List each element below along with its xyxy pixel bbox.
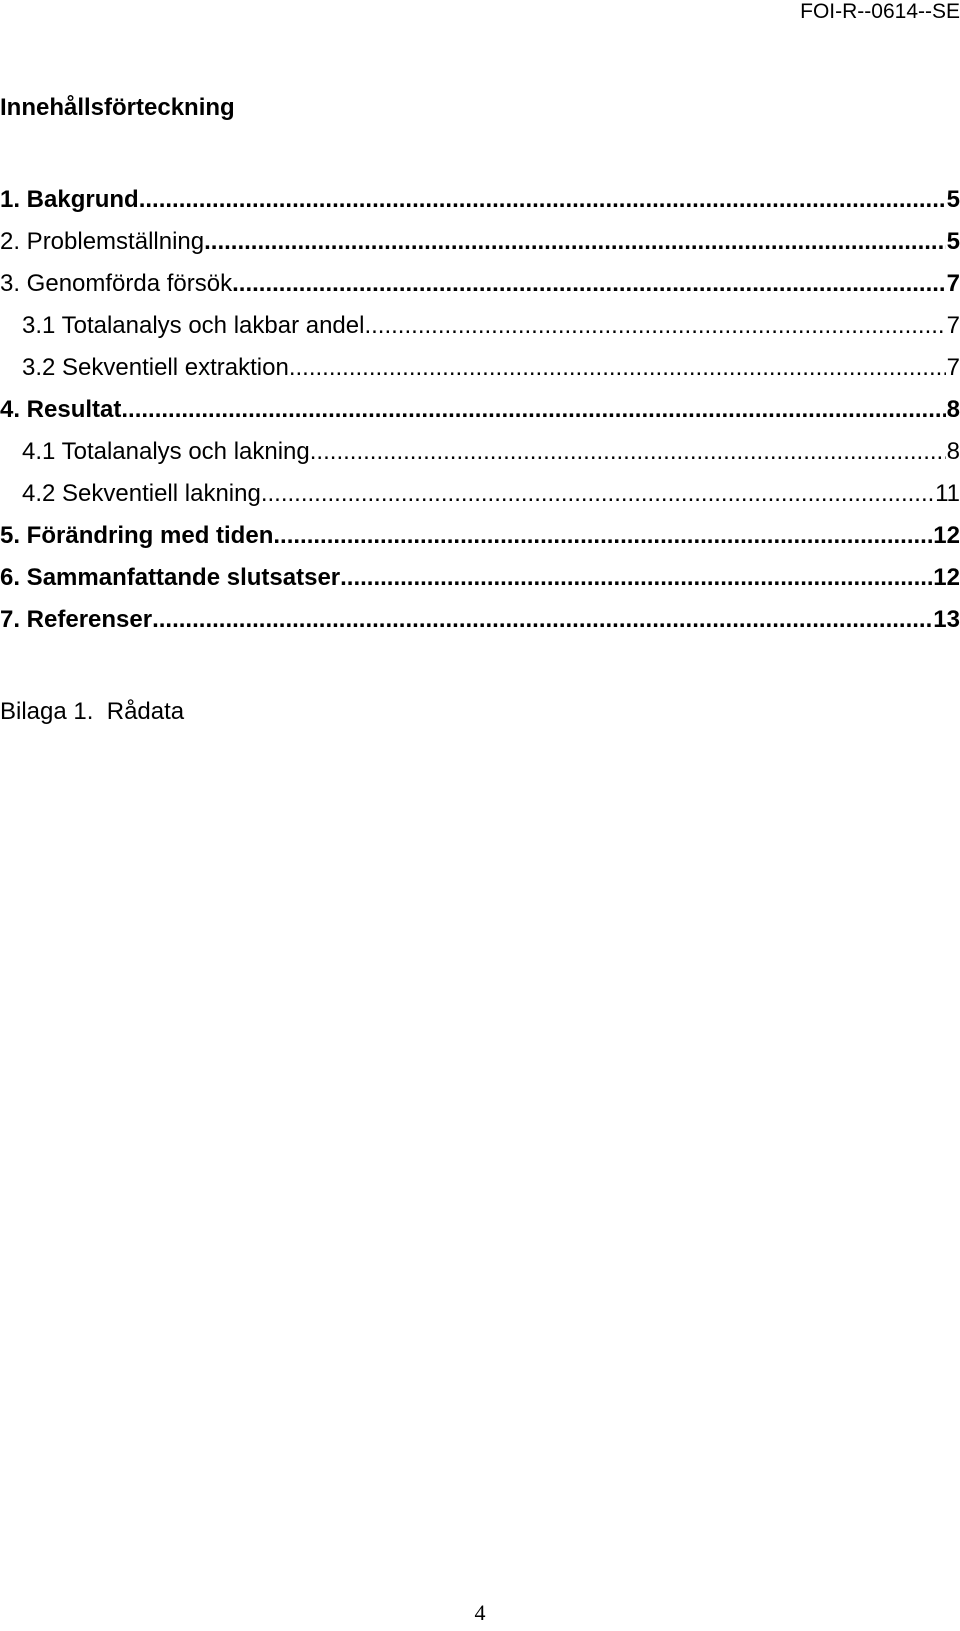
toc-leader-dots — [232, 270, 946, 298]
toc-entry-page: 13 — [933, 606, 960, 633]
appendix-label: Bilaga 1. Rådata — [0, 698, 185, 725]
toc-leader-dots — [289, 354, 946, 382]
toc-entry[interactable] — [0, 522, 960, 564]
page-number: 4 — [474, 1600, 486, 1625]
toc-entry[interactable] — [0, 270, 960, 312]
toc-entry-title: 3.1 Totalanalys och lakbar andel — [22, 312, 365, 339]
toc-entry-page: 5 — [946, 186, 960, 213]
table-of-contents — [0, 186, 960, 648]
toc-leader-dots — [121, 396, 945, 424]
toc-entry-title: 3.2 Sekventiell extraktion — [22, 354, 289, 381]
toc-leader-dots — [204, 228, 946, 256]
toc-entry-title: 2. Problemställning — [0, 228, 205, 255]
toc-entry[interactable] — [0, 564, 960, 606]
toc-entry[interactable] — [0, 228, 960, 270]
toc-leader-dots — [364, 312, 945, 340]
toc-leader-dots — [273, 522, 932, 550]
toc-leader-dots — [139, 186, 946, 214]
toc-leader-dots — [152, 606, 932, 634]
toc-entry[interactable] — [0, 354, 960, 396]
toc-entry-page: 5 — [946, 228, 960, 255]
toc-leader-dots — [267, 480, 934, 508]
toc-entry-title: 3. Genomförda försök — [0, 270, 233, 297]
toc-entry-page: 7 — [946, 312, 960, 339]
toc-leader-dots — [340, 564, 932, 592]
toc-entry-page: 7 — [946, 270, 960, 297]
toc-entry-page: 7 — [946, 354, 960, 381]
toc-entry-page: 8 — [946, 438, 960, 465]
toc-entry-title: 7. Referenser — [0, 606, 153, 633]
toc-entry-title: 6. Sammanfattande slutsatser — [0, 564, 341, 591]
toc-leader-dots — [310, 438, 946, 466]
toc-entry-title: 4.1 Totalanalys och lakning — [22, 438, 310, 465]
toc-heading: Innehållsförteckning — [0, 94, 235, 121]
toc-entry-page: 12 — [933, 522, 960, 549]
toc-entry[interactable] — [0, 312, 960, 354]
toc-entry[interactable] — [0, 438, 960, 480]
toc-entry-title: 4. Resultat — [0, 396, 122, 423]
toc-entry[interactable] — [0, 396, 960, 438]
toc-entry-page: 11 — [935, 480, 960, 507]
toc-entry[interactable] — [0, 186, 960, 228]
toc-entry-title: 4.2 Sekventiell lakning. — [22, 480, 268, 507]
toc-entry[interactable] — [0, 606, 960, 648]
toc-entry-title: 1. Bakgrund — [0, 186, 139, 213]
document-id: FOI-R--0614--SE — [800, 0, 960, 23]
toc-entry-title: 5. Förändring med tiden — [0, 522, 274, 549]
toc-entry-page: 12 — [933, 564, 960, 591]
toc-entry[interactable] — [0, 480, 960, 522]
toc-entry-page: 8 — [946, 396, 960, 423]
